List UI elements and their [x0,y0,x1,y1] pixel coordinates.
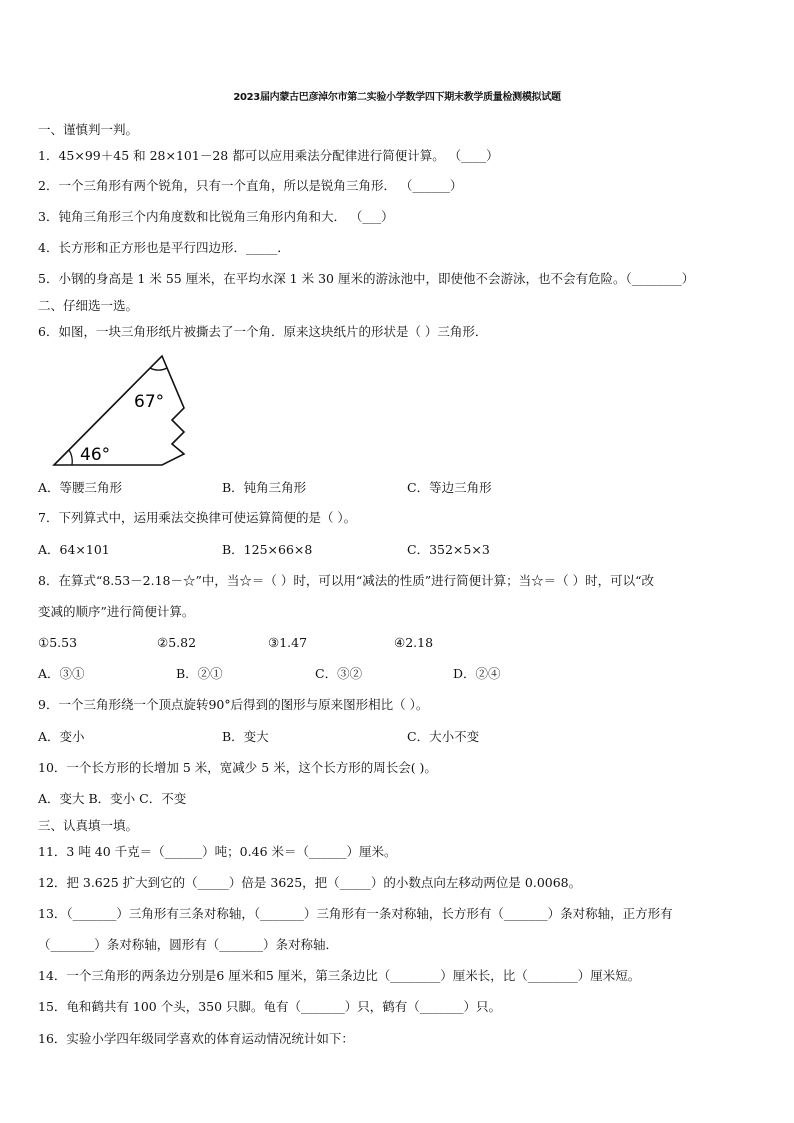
section-2-heading: 二、仔细选一选。 [38,298,139,313]
angle-arc-left [69,450,72,465]
q7-option-c: C．352×5×3 [407,542,490,557]
q6-option-a: A．等腰三角形 [38,480,123,495]
question-11: 11．3 吨 40 千克＝（______）吨；0.46 米＝（______）厘米。 [38,844,397,859]
q10-options: A．变大 B．变小 C．不变 [38,791,187,806]
question-7: 7．下列算式中，运用乘法交换律可使运算简便的是（ ）。 [38,510,357,525]
torn-triangle-outline [54,356,184,465]
section-1-heading: 一、谨慎判一判。 [38,122,139,137]
q7-option-a: A．64×101 [38,542,110,557]
q8-item-3: ③1.47 [268,635,308,650]
question-13-line-1: 13．（_______）三角形有三条对称轴，（_______）三角形有一条对称轴，长方形有（_______）条对称轴，正方形有 [38,906,673,921]
q8-option-a: A．③① [38,666,85,681]
q9-option-a: A．变小 [38,729,85,744]
question-10: 10．一个长方形的长增加 5 米，宽减少 5 米，这个长方形的周长会( )。 [38,760,437,775]
question-8-line-2: 变减的顺序”进行简便计算。 [38,604,195,619]
question-16: 16．实验小学四年级同学喜欢的体育运动情况统计如下： [38,1031,354,1046]
question-9: 9．一个三角形绕一个顶点旋转90°后得到的图形与原来图形相比（ ）。 [38,697,429,712]
q8-option-c: C．③② [315,666,363,681]
angle-label-left: 46° [80,445,111,465]
q9-option-b: B．变大 [222,729,269,744]
q6-option-b: B．钝角三角形 [222,480,307,495]
question-1: 1．45×99＋45 和 28×101－28 都可以应用乘法分配律进行简便计算。 （____） [38,148,499,163]
question-6: 6．如图，一块三角形纸片被撕去了一个角．原来这块纸片的形状是（ ）三角形． [38,324,488,339]
question-12: 12．把 3.625 扩大到它的（_____）倍是 3625，把（_____）的小数点向左移动两位是 0.0068。 [38,875,582,890]
torn-triangle-figure [44,350,194,470]
question-5: 5．小钢的身高是 1 米 55 厘米，在平均水深 1 米 30 厘米的游泳池中，即使他不会游泳，也不会有危险。（________） [38,271,695,286]
question-3: 3．钝角三角形三个内角度数和比锐角三角形内角和大． （___） [38,209,394,224]
q8-option-b: B．②① [176,666,223,681]
question-15: 15．龟和鹤共有 100 个头，350 只脚。龟有（_______）只，鹤有（_______）只。 [38,999,502,1014]
q8-item-4: ④2.18 [394,635,434,650]
q6-option-c: C．等边三角形 [407,480,492,495]
section-3-heading: 三、认真填一填。 [38,818,139,833]
question-2: 2．一个三角形有两个锐角，只有一个直角，所以是锐角三角形． （______） [38,178,463,193]
angle-label-top: 67° [134,392,165,412]
q8-item-2: ②5.82 [157,635,197,650]
question-14: 14．一个三角形的两条边分别是6 厘米和5 厘米，第三条边比（________）厘米长，比（________）厘米短。 [38,968,641,983]
q9-option-c: C．大小不变 [407,729,480,744]
page-title: 2023届内蒙古巴彦淖尔市第二实验小学数学四下期末教学质量检测模拟试题 [233,92,561,103]
question-8-line-1: 8．在算式“8.53－2.18－☆”中，当☆＝（ ）时，可以用“减法的性质”进行简便计算；当☆＝（ ）时，可以“改 [38,573,655,588]
angle-arc-top [150,368,167,370]
q8-item-1: ①5.53 [38,635,78,650]
question-13-line-2: （_______）条对称轴，圆形有（_______）条对称轴． [38,937,339,952]
q8-option-d: D．②④ [453,666,501,681]
q7-option-b: B．125×66×8 [222,542,313,557]
question-4: 4．长方形和正方形也是平行四边形．_____． [38,240,290,255]
